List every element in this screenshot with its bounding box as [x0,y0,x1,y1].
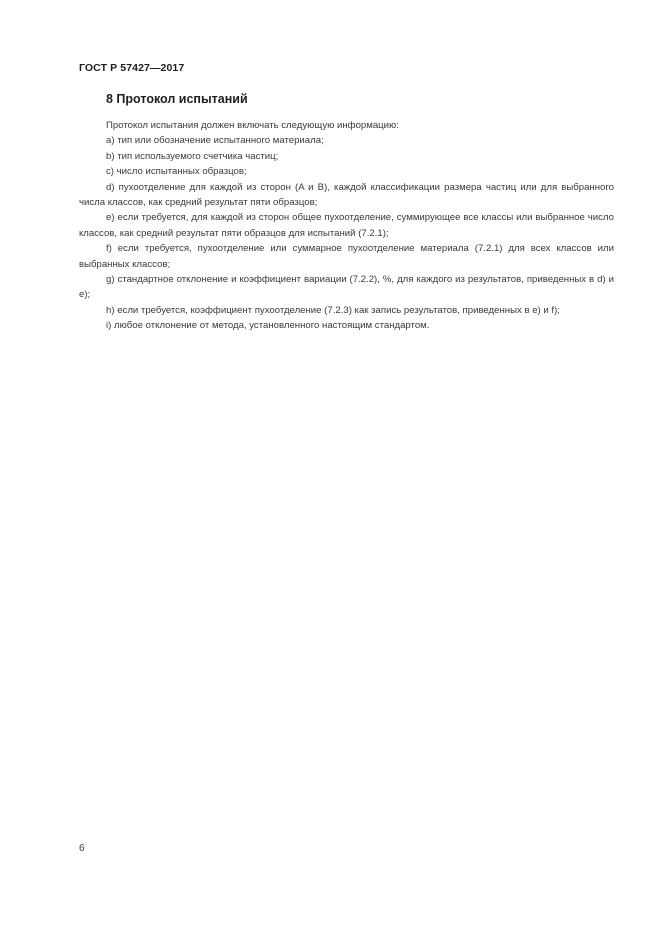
section-title: 8 Протокол испытаний [106,92,248,106]
page-number: 6 [79,843,85,854]
intro-paragraph: Протокол испытания должен включать следующую информацию: [106,120,399,131]
list-item-g: g) стандартное отклонение и коэффициент вариации (7.2.2), %, для каждого из результатов, приведенных в d) и e); [79,274,614,301]
standard-header: ГОСТ Р 57427—2017 [79,62,185,74]
list-item-f: f) если требуется, пухоотделение или суммарное пухоотделение материала (7.2.1) для всех классов или выбранных классов; [79,243,614,270]
list-item-h: h) если требуется, коэффициент пухоотделение (7.2.3) как запись результатов, приведенных в e) и f); [106,304,560,316]
list-item-e: e) если требуется, для каждой из сторон общее пухоотделение, суммирующее все классы или выбранное число классов, как средний результат пяти образцов для испытаний (7.2.1); [79,212,614,239]
list-item-d: d) пухоотделение для каждой из сторон (A и B), каждой классификации размера частиц или для выбранного числа классов, как средний результат пяти образцов; [79,181,614,209]
list-item-c: c) число испытанных образцов; [106,166,247,178]
list-item-i: i) любое отклонение от метода, установленного настоящим стандартом. [106,320,430,332]
list-item-b: b) тип используемого счетчика частиц; [106,150,279,162]
list-item-a: a) тип или обозначение испытанного материала; [106,135,324,147]
section-body [79,118,614,334]
